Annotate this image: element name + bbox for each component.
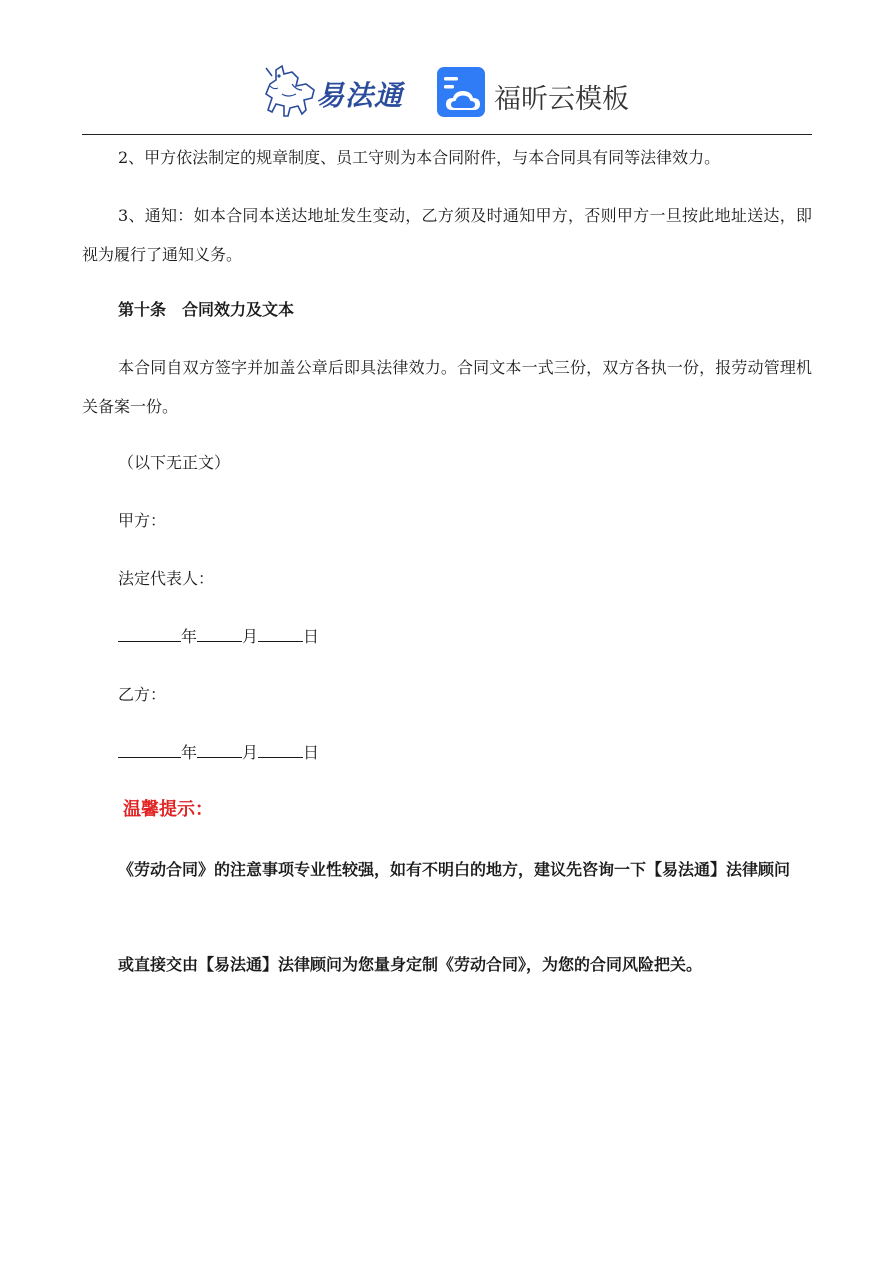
day-blank	[258, 627, 303, 642]
end-of-text-note: （以下无正文）	[118, 453, 231, 472]
month-label: 月	[242, 743, 259, 762]
legal-representative-label: 法定代表人：	[118, 569, 215, 588]
month-blank	[197, 627, 242, 642]
year-label: 年	[181, 627, 198, 646]
header-divider	[82, 134, 812, 135]
yifatong-brand-text: 易法通	[316, 79, 404, 112]
tip-paragraph-2: 或直接交由【易法通】法律顾问为您量身定制《劳动合同》，为您的合同风险把关。	[118, 955, 703, 974]
clause-paragraph: 2、甲方依法制定的规章制度、员工守则为本合同附件，与本合同具有同等法律效力。	[118, 148, 721, 167]
year-blank	[118, 743, 181, 758]
page-header	[0, 58, 893, 128]
year-label: 年	[181, 743, 198, 762]
party-a-label: 甲方：	[118, 511, 167, 530]
fuxin-logo	[436, 66, 636, 120]
unicorn-icon	[262, 64, 322, 120]
day-label: 日	[303, 627, 320, 646]
notice-paragraph: 3、通知：如本合同本送达地址发生变动，乙方须及时通知甲方，否则甲方一旦按此地址送达，即视为履行了通知义务。	[82, 206, 812, 264]
month-label: 月	[242, 627, 259, 646]
signature-date-line-b	[82, 733, 812, 772]
tip-title: 温馨提示：	[123, 799, 213, 820]
day-blank	[258, 743, 303, 758]
article-heading: 第十条 合同效力及文本	[118, 300, 295, 319]
month-blank	[197, 743, 242, 758]
validity-paragraph: 本合同自双方签字并加盖公章后即具法律效力。合同文本一式三份，双方各执一份，报劳动管理机关备案一份。	[82, 358, 812, 416]
cloud-document-icon	[436, 66, 486, 118]
party-b-label: 乙方：	[118, 685, 167, 704]
fuxin-brand-text: 福昕云模板	[494, 84, 629, 115]
signature-date-line-a	[82, 617, 812, 656]
tip-paragraph-1: 《劳动合同》的注意事项专业性较强，如有不明白的地方，建议先咨询一下【易法通】法律顾问	[118, 860, 791, 879]
year-blank	[118, 627, 181, 642]
day-label: 日	[303, 743, 320, 762]
yifatong-logo	[262, 64, 412, 118]
